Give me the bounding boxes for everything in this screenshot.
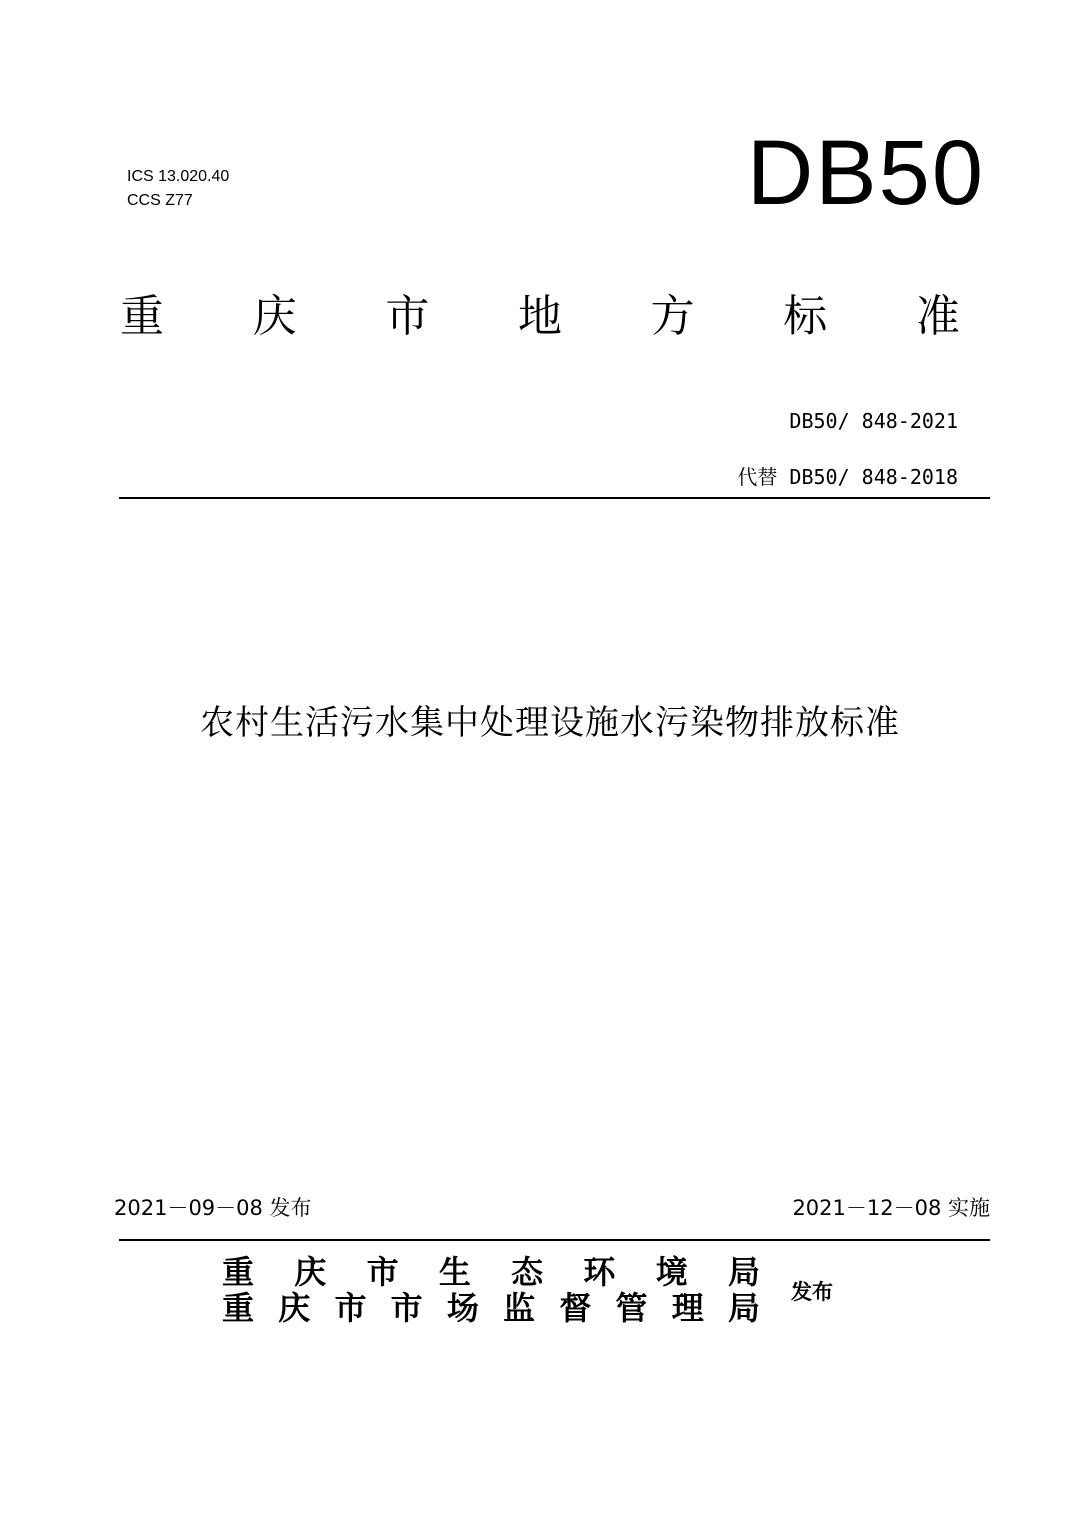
standard-type-char: 市 [385,291,430,342]
document-title: 农村生活污水集中处理设施水污染物排放标准 [200,703,900,743]
publisher-char: 境 [655,1253,688,1291]
standard-type-char: 标 [783,291,828,342]
publisher-char: 市 [390,1289,423,1327]
bottom-divider [119,1239,990,1241]
publisher-char: 场 [446,1289,479,1327]
publisher-char: 庆 [294,1253,327,1291]
standard-type-heading [120,282,960,352]
publisher-char: 管 [615,1289,648,1327]
publisher-char: 环 [583,1253,616,1291]
standard-type-char: 重 [120,291,164,342]
publisher-char: 局 [727,1289,760,1327]
standard-number: DB50/ 848-2021 [789,409,958,433]
standard-logo: DB50 [746,122,985,224]
publisher-char: 重 [222,1289,255,1327]
ics-code: ICS 13.020.40 [127,168,230,185]
publish-label: 发布 [791,1280,833,1304]
publisher-char: 督 [559,1289,592,1327]
standard-type-char: 地 [517,291,562,342]
publisher-char: 局 [727,1253,760,1291]
top-divider [119,497,990,499]
publisher-market-supervision-bureau [222,1289,760,1327]
standard-type-char: 庆 [252,291,297,342]
publisher-char: 监 [503,1289,536,1327]
publisher-char: 理 [671,1289,704,1327]
replaced-standard: 代替 DB50/ 848-2018 [737,465,958,489]
publisher-char: 态 [511,1253,544,1291]
publisher-ecology-environment-bureau [222,1253,760,1291]
ccs-code: CCS Z77 [127,192,193,209]
standard-type-char: 方 [650,291,695,342]
publisher-char: 生 [438,1253,471,1291]
publisher-char: 市 [334,1289,367,1327]
implementation-date: 2021－12－08 实施 [792,1196,990,1220]
publisher-char: 庆 [278,1289,311,1327]
standard-type-char: 准 [915,291,960,342]
publisher-char: 市 [366,1253,399,1291]
publisher-char: 重 [222,1253,255,1291]
issue-date: 2021－09－08 发布 [114,1196,312,1220]
